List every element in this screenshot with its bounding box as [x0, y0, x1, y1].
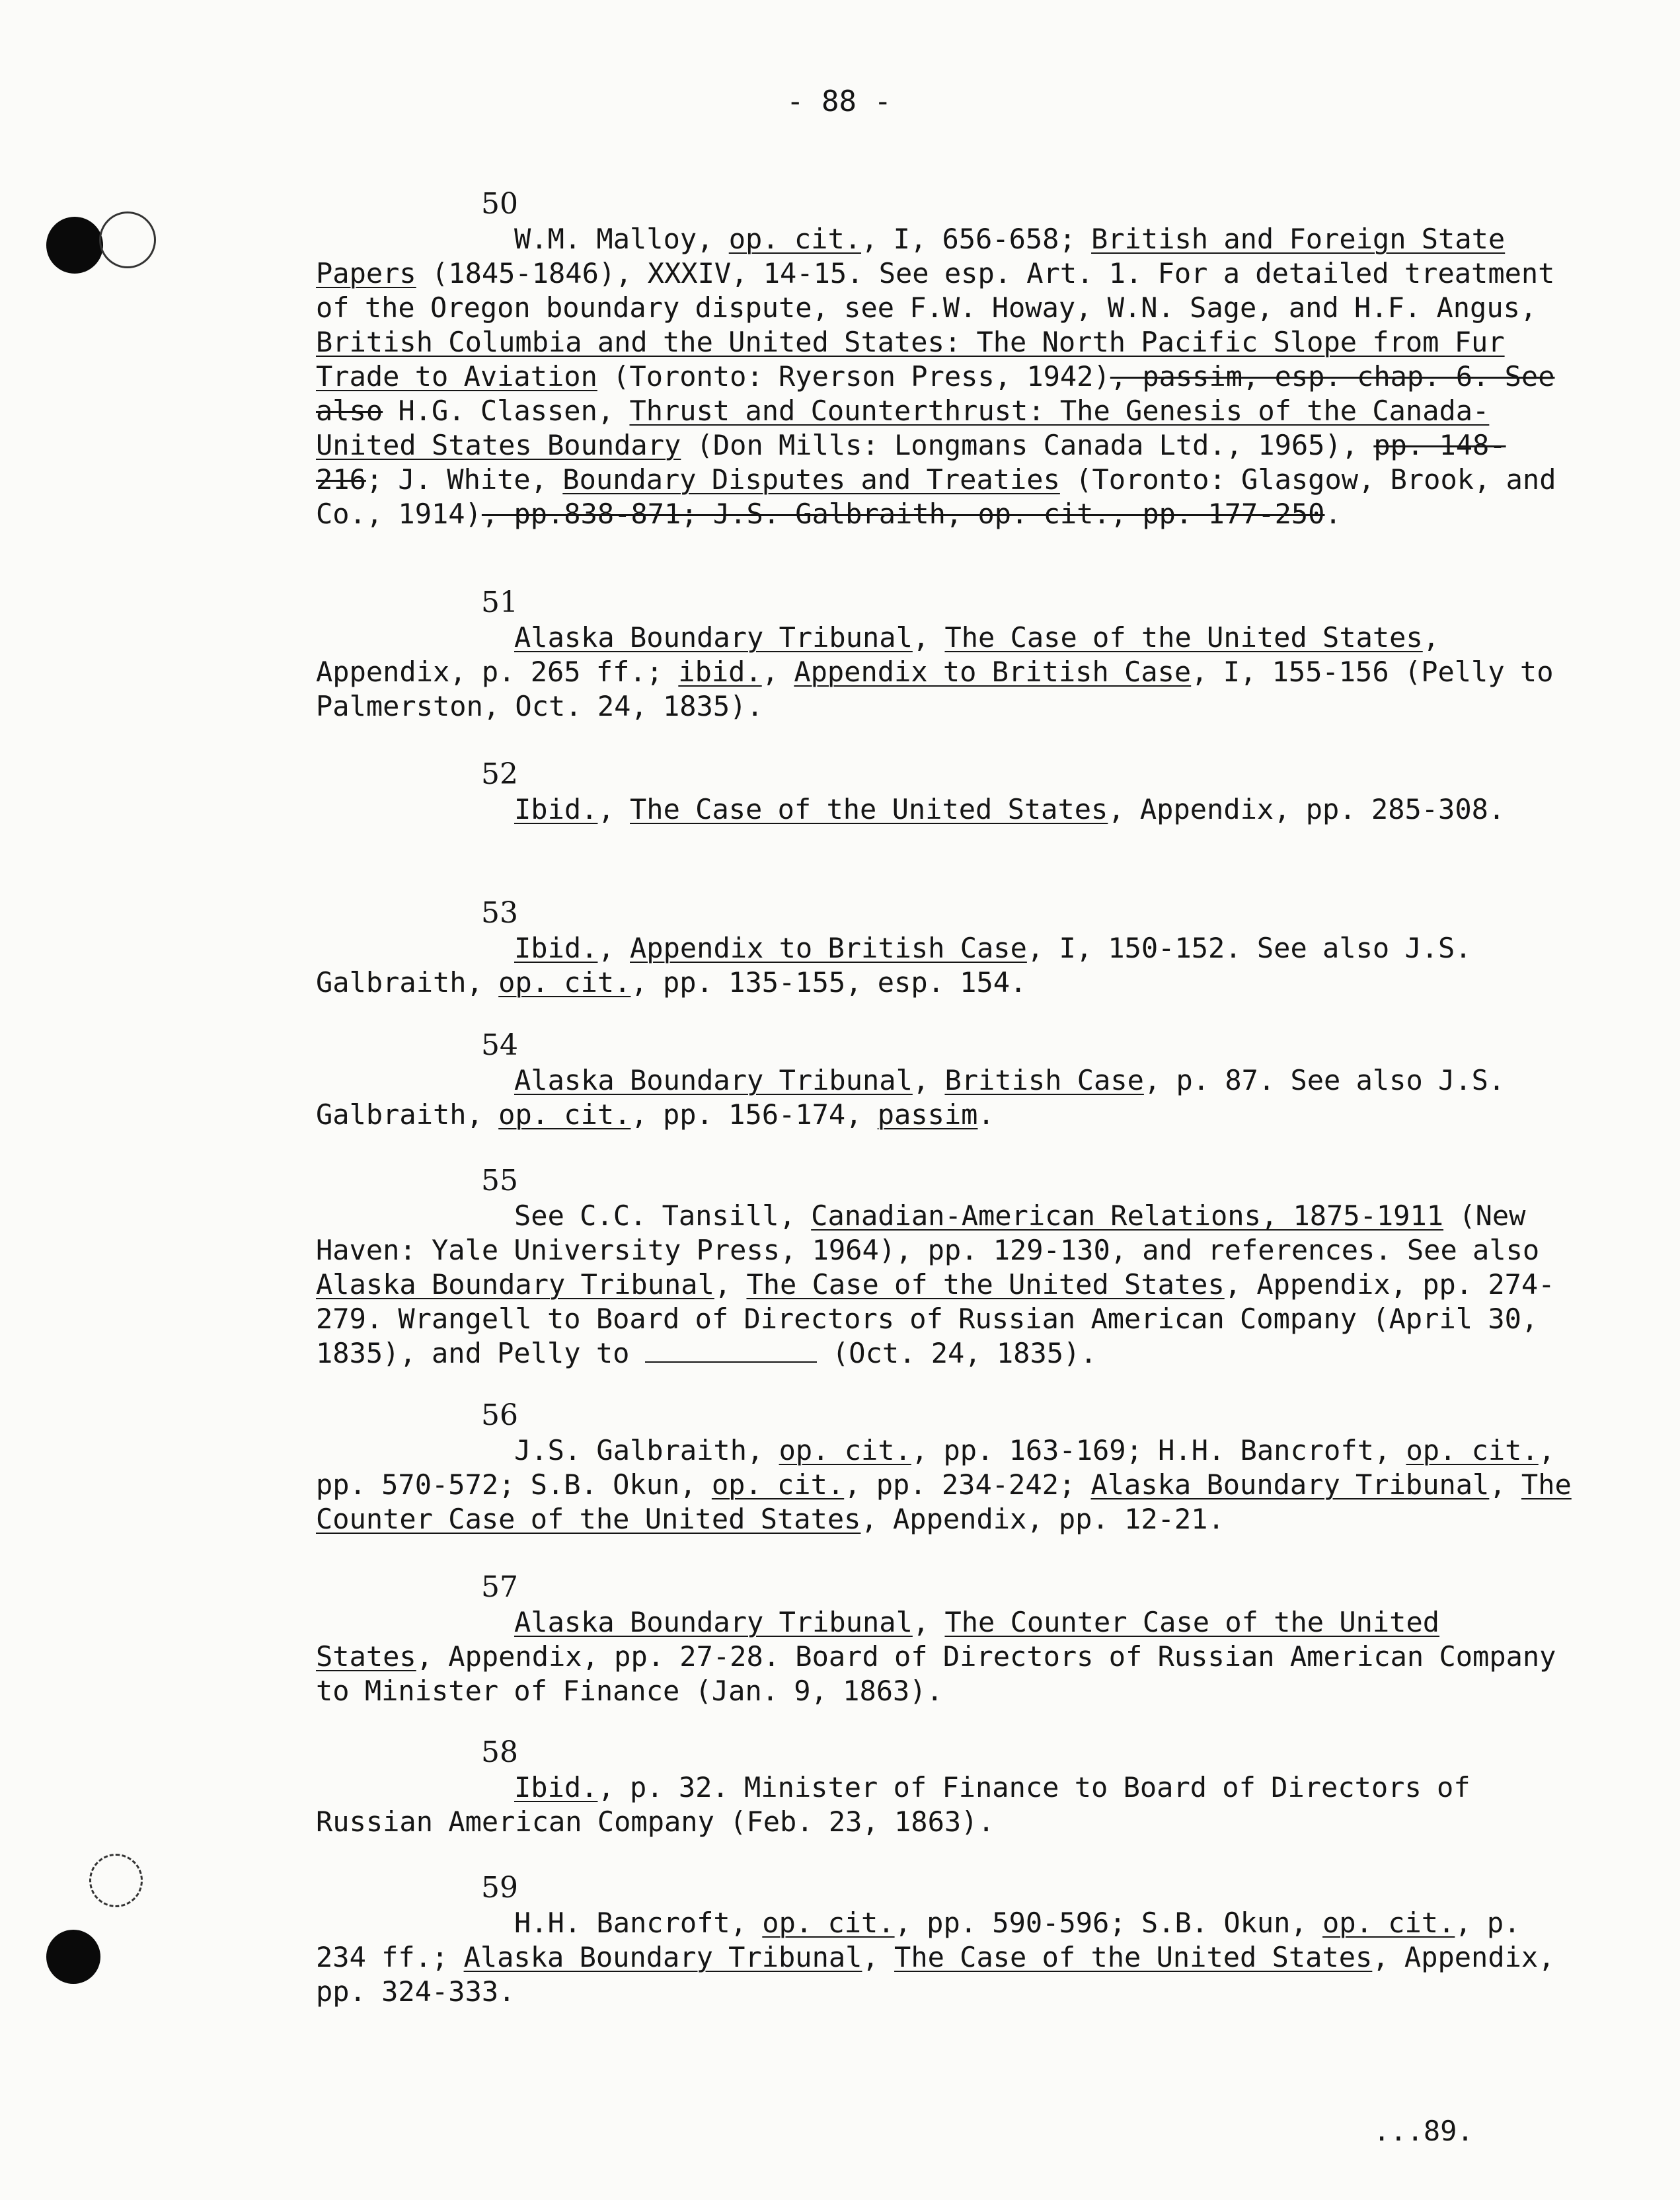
citation-text: , p. 32. Minister of Finance to Board of Directors of Russian American Company (Feb. 23, 1863).: [316, 1771, 1470, 1838]
citation-text: .: [977, 1098, 995, 1131]
footnote-text: [316, 222, 1572, 531]
underlined-title: passim: [877, 1098, 978, 1131]
underlined-title: Ibid.: [514, 793, 598, 825]
citation-text: (Don Mills: Longmans Canada Ltd., 1965),: [681, 429, 1374, 461]
footnote-text: [316, 1433, 1572, 1536]
punch-hole-filled-bottom: [46, 1930, 100, 1984]
citation-text: , I, 656-658;: [861, 223, 1092, 255]
citation-text: ,: [862, 1941, 895, 1973]
citation-text: (Toronto: Ryerson Press, 1942): [597, 360, 1110, 393]
footnote-number: 50: [481, 187, 518, 221]
citation-text: ,: [912, 621, 945, 654]
footnote: [316, 895, 1572, 1000]
page-number: - 88 -: [786, 85, 892, 118]
underlined-title: ibid.: [678, 656, 762, 688]
underlined-title: Thrust and Counterthrust: The Genesis of the Canada-United States Boundary: [316, 395, 1490, 461]
citation-text: ,: [597, 932, 630, 964]
citation-text: (Oct. 24, 1835).: [816, 1337, 1097, 1369]
citation-text: , Appendix, pp. 274-279. Wrangell to Board of Directors of Russian American Company (April 30, 1835), and Pelly to: [316, 1268, 1555, 1369]
footnote: [316, 1570, 1572, 1708]
citation-text: ,: [1489, 1468, 1521, 1501]
underlined-title: Alaska Boundary Tribunal: [514, 1606, 913, 1638]
underlined-title: The Counter Case of the United States: [316, 1606, 1440, 1673]
citation-text: , p. 234 ff.;: [316, 1907, 1521, 1973]
underlined-title: Ibid.: [514, 1771, 598, 1803]
underlined-title: British Columbia and the United States: The North Pacific Slope from Fur Trade to Aviation: [316, 326, 1505, 393]
footnote: [316, 1028, 1572, 1132]
citation-text: , Appendix, pp. 324-333.: [316, 1941, 1555, 2008]
underlined-title: The Case of the United States: [630, 793, 1108, 825]
footnote-number: 53: [481, 896, 518, 930]
underlined-title: op. cit.: [728, 223, 862, 255]
citation-text: , pp. 163-169; H.H. Bancroft,: [911, 1434, 1406, 1466]
underlined-title: Alaska Boundary Tribunal: [1090, 1468, 1490, 1501]
footnote-number: 51: [481, 586, 518, 619]
citation-text: , p. 87. See also J.S. Galbraith,: [316, 1064, 1506, 1131]
blank-line: [645, 1336, 817, 1363]
citation-text: ,: [912, 1064, 945, 1096]
citation-text: See C.C. Tansill,: [514, 1199, 812, 1232]
underlined-title: Alaska Boundary Tribunal: [463, 1941, 862, 1973]
citation-text: J.S. Galbraith,: [514, 1434, 779, 1466]
underlined-title: Canadian-American Relations, 1875-1911: [811, 1199, 1444, 1232]
citation-text: , pp. 156-174,: [630, 1098, 878, 1131]
footnote-text: [316, 621, 1572, 724]
underlined-title: op. cit.: [1406, 1434, 1539, 1466]
citation-text: W.M. Malloy,: [514, 223, 729, 255]
underlined-title: British and Foreign State Papers: [316, 223, 1506, 289]
citation-text: , pp. 590-596; S.B. Okun,: [894, 1907, 1323, 1939]
citation-text: , pp. 135-155, esp. 154.: [630, 966, 1027, 999]
footnote-text: [316, 1063, 1572, 1132]
underlined-title: Alaska Boundary Tribunal: [316, 1268, 714, 1301]
citation-text: ,: [761, 656, 794, 688]
citation-text: ,: [597, 793, 630, 825]
underlined-title: op. cit.: [498, 1098, 631, 1131]
struck-text: , pp.838-871; J.S. Galbraith, op. cit., pp. 177-250: [481, 498, 1325, 530]
underlined-title: British Case: [944, 1064, 1144, 1096]
footnote-number: 55: [481, 1164, 518, 1197]
footnote: [316, 585, 1572, 724]
footnote: [316, 1870, 1572, 2009]
struck-text: , passim, esp. chap. 6. See also: [316, 360, 1555, 427]
citation-text: (Toronto: Glasgow, Brook, and Co., 1914): [316, 463, 1556, 530]
underlined-title: Alaska Boundary Tribunal: [514, 1064, 913, 1096]
footnote-number: 59: [481, 1871, 518, 1905]
footnote-text: [316, 1605, 1572, 1708]
footnote-text: [316, 931, 1572, 1000]
citation-text: (1845-1846), XXXIV, 14-15. See esp. Art. 1. For a detailed treatment of the Oregon boundary dispute, see F.W. Howay, W.N. Sage, and H.F. Angus,: [316, 257, 1555, 324]
citation-text: (New Haven: Yale University Press, 1964), pp. 129-130, and references. See also: [316, 1199, 1540, 1266]
footnote-text: [316, 792, 1572, 827]
footnote-text: [316, 1199, 1572, 1371]
underlined-title: Appendix to British Case: [630, 932, 1027, 964]
underlined-title: The Case of the United States: [944, 621, 1423, 654]
underlined-title: op. cit.: [762, 1907, 895, 1939]
footnote: [316, 1398, 1572, 1536]
citation-text: , pp. 570-572; S.B. Okun,: [316, 1434, 1556, 1501]
citation-text: , Appendix, pp. 12-21.: [860, 1503, 1225, 1535]
citation-text: ,: [912, 1606, 945, 1638]
footnote-number: 58: [481, 1735, 518, 1769]
footnote-number: 57: [481, 1570, 518, 1604]
underlined-title: Ibid.: [514, 932, 598, 964]
citation-text: ; J. White,: [365, 463, 563, 496]
footnote-text: [316, 1906, 1572, 2009]
citation-text: H.H. Bancroft,: [514, 1907, 763, 1939]
underlined-title: The Case of the United States: [746, 1268, 1225, 1301]
footnote-number: 52: [481, 757, 518, 791]
citation-text: .: [1324, 498, 1342, 530]
footnote-number: 54: [481, 1028, 518, 1062]
citation-text: ,: [714, 1268, 747, 1301]
underlined-title: Alaska Boundary Tribunal: [514, 621, 913, 654]
footnote-text: [316, 1770, 1572, 1839]
citation-text: , pp. 234-242;: [844, 1468, 1091, 1501]
underlined-title: The Counter Case of the United States: [316, 1468, 1572, 1535]
footnote: [316, 1163, 1572, 1371]
underlined-title: op. cit.: [1322, 1907, 1455, 1939]
citation-text: , Appendix, pp. 27-28. Board of Directors of Russian American Company to Minister of Finance (Jan. 9, 1863).: [316, 1640, 1556, 1707]
underlined-title: op. cit.: [779, 1434, 911, 1466]
footnote: [316, 1735, 1572, 1839]
punch-hole-filled-top: [46, 217, 103, 274]
footnote: [316, 186, 1572, 531]
punch-hole-open-bottom: [89, 1854, 143, 1907]
citation-text: , I, 155-156 (Pelly to Palmerston, Oct. 24, 1835).: [316, 656, 1554, 722]
underlined-title: Appendix to British Case: [794, 656, 1192, 688]
continuation-marker: ...89.: [1373, 2115, 1474, 2147]
citation-text: , Appendix, p. 265 ff.;: [316, 621, 1440, 688]
underlined-title: The Case of the United States: [894, 1941, 1373, 1973]
struck-text: pp. 148-216: [316, 429, 1506, 496]
citation-text: H.G. Classen,: [383, 395, 630, 427]
footnote: [316, 757, 1572, 827]
underlined-title: op. cit.: [711, 1468, 845, 1501]
footnote-number: 56: [481, 1398, 518, 1432]
citation-text: , I, 150-152. See also J.S. Galbraith,: [316, 932, 1472, 999]
punch-hole-open-top: [99, 211, 156, 268]
underlined-title: op. cit.: [498, 966, 631, 999]
citation-text: , Appendix, pp. 285-308.: [1108, 793, 1506, 825]
underlined-title: Boundary Disputes and Treaties: [562, 463, 1060, 496]
